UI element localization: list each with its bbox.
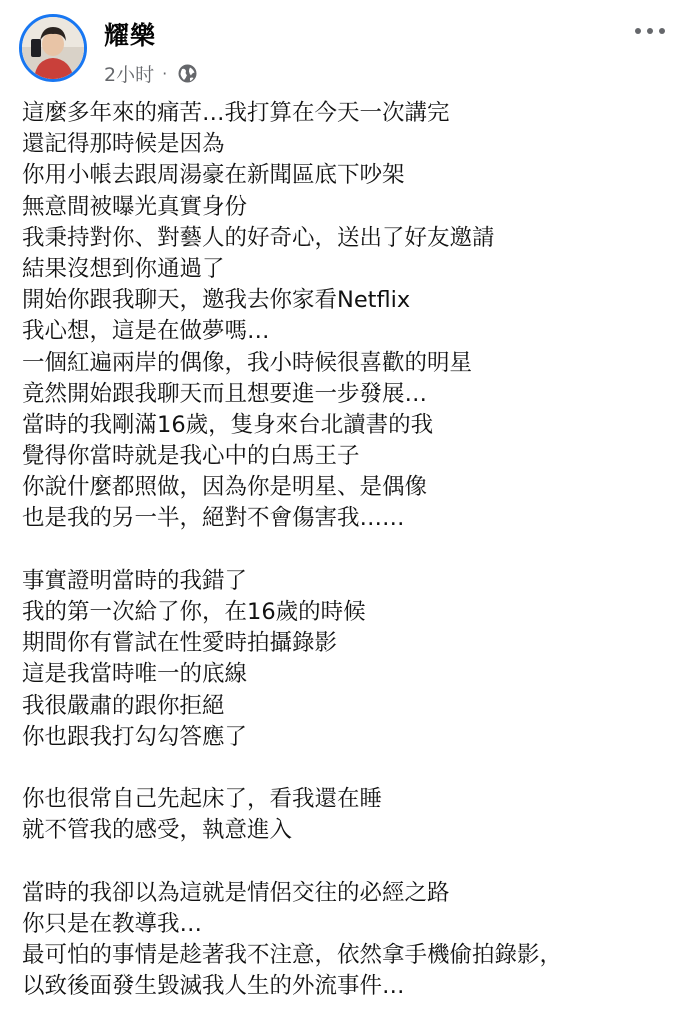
post-blank-line <box>22 847 682 878</box>
post-text-line: 一個紅遍兩岸的偶像，我小時候很喜歡的明星 <box>22 349 473 376</box>
post-text-line: 開始你跟我聊天，邀我去你家看Netflix <box>22 287 411 314</box>
post-text-line: 我秉持對你、對藝人的好奇心，送出了好友邀請 <box>22 224 495 251</box>
post-text-line: 覺得你當時就是我心中的白馬王子 <box>22 443 360 470</box>
post-text-line: 我的第一次給了你，在16歲的時候 <box>22 599 366 625</box>
post-text-line: 你也很常自己先起床了，看我還在睡 <box>22 786 383 813</box>
post-text-line: 你用小帳去跟周湯豪在新聞區底下吵架 <box>22 162 405 189</box>
post-text-line: 無意間被曝光真實身份 <box>22 193 248 220</box>
more-dot <box>635 28 641 34</box>
avatar-photo <box>22 17 84 79</box>
post-text <box>22 98 682 1002</box>
author-name[interactable]: 耀樂 <box>104 21 157 50</box>
post-blank-line <box>22 535 682 566</box>
post-text-line: 還記得那時候是因為 <box>22 131 225 158</box>
more-options-button[interactable] <box>632 18 668 44</box>
globe-icon[interactable] <box>177 63 198 84</box>
post-text-line: 當時的我剛滿16歲，隻身來台北讀書的我 <box>22 411 434 438</box>
post-text-line: 事實證明當時的我錯了 <box>22 567 248 594</box>
post-text-line: 你說什麼都照做，因為你是明星、是偶像 <box>22 474 428 501</box>
post-meta <box>104 60 198 87</box>
meta-separator: · <box>162 64 168 83</box>
post-text-line: 最可怕的事情是趁著我不注意，依然拿手機偷拍錄影， <box>22 942 563 969</box>
post-text-line: 也是我的另一半，絕對不會傷害我…… <box>22 505 405 532</box>
post-text-line: 你只是在教導我… <box>22 910 203 937</box>
avatar[interactable] <box>19 14 87 82</box>
post-text-line: 竟然開始跟我聊天而且想要進一步發展… <box>22 380 428 407</box>
post-text-line: 這麼多年來的痛苦…我打算在今天一次講完 <box>22 100 450 126</box>
more-dot <box>659 28 665 34</box>
post-text-line: 我很嚴肅的跟你拒絕 <box>22 692 225 719</box>
post-header <box>0 0 690 95</box>
post-text-line: 期間你有嘗試在性愛時拍攝錄影 <box>22 630 338 657</box>
post-text-line: 以致後面發生毀滅我人生的外流事件… <box>22 973 405 1000</box>
post-text-line: 結果沒想到你通過了 <box>22 255 225 282</box>
post-text-line: 就不管我的感受，執意進入 <box>22 817 293 844</box>
post-text-line: 當時的我卻以為這就是情侶交往的必經之路 <box>22 879 450 906</box>
post-blank-line <box>22 753 682 784</box>
more-dot <box>647 28 653 34</box>
post-text-line: 我心想，這是在做夢嗎… <box>22 318 270 345</box>
post-text-line: 你也跟我打勾勾答應了 <box>22 723 248 750</box>
post-time[interactable]: 2小时 <box>104 64 155 86</box>
post-text-line: 這是我當時唯一的底線 <box>22 661 248 688</box>
